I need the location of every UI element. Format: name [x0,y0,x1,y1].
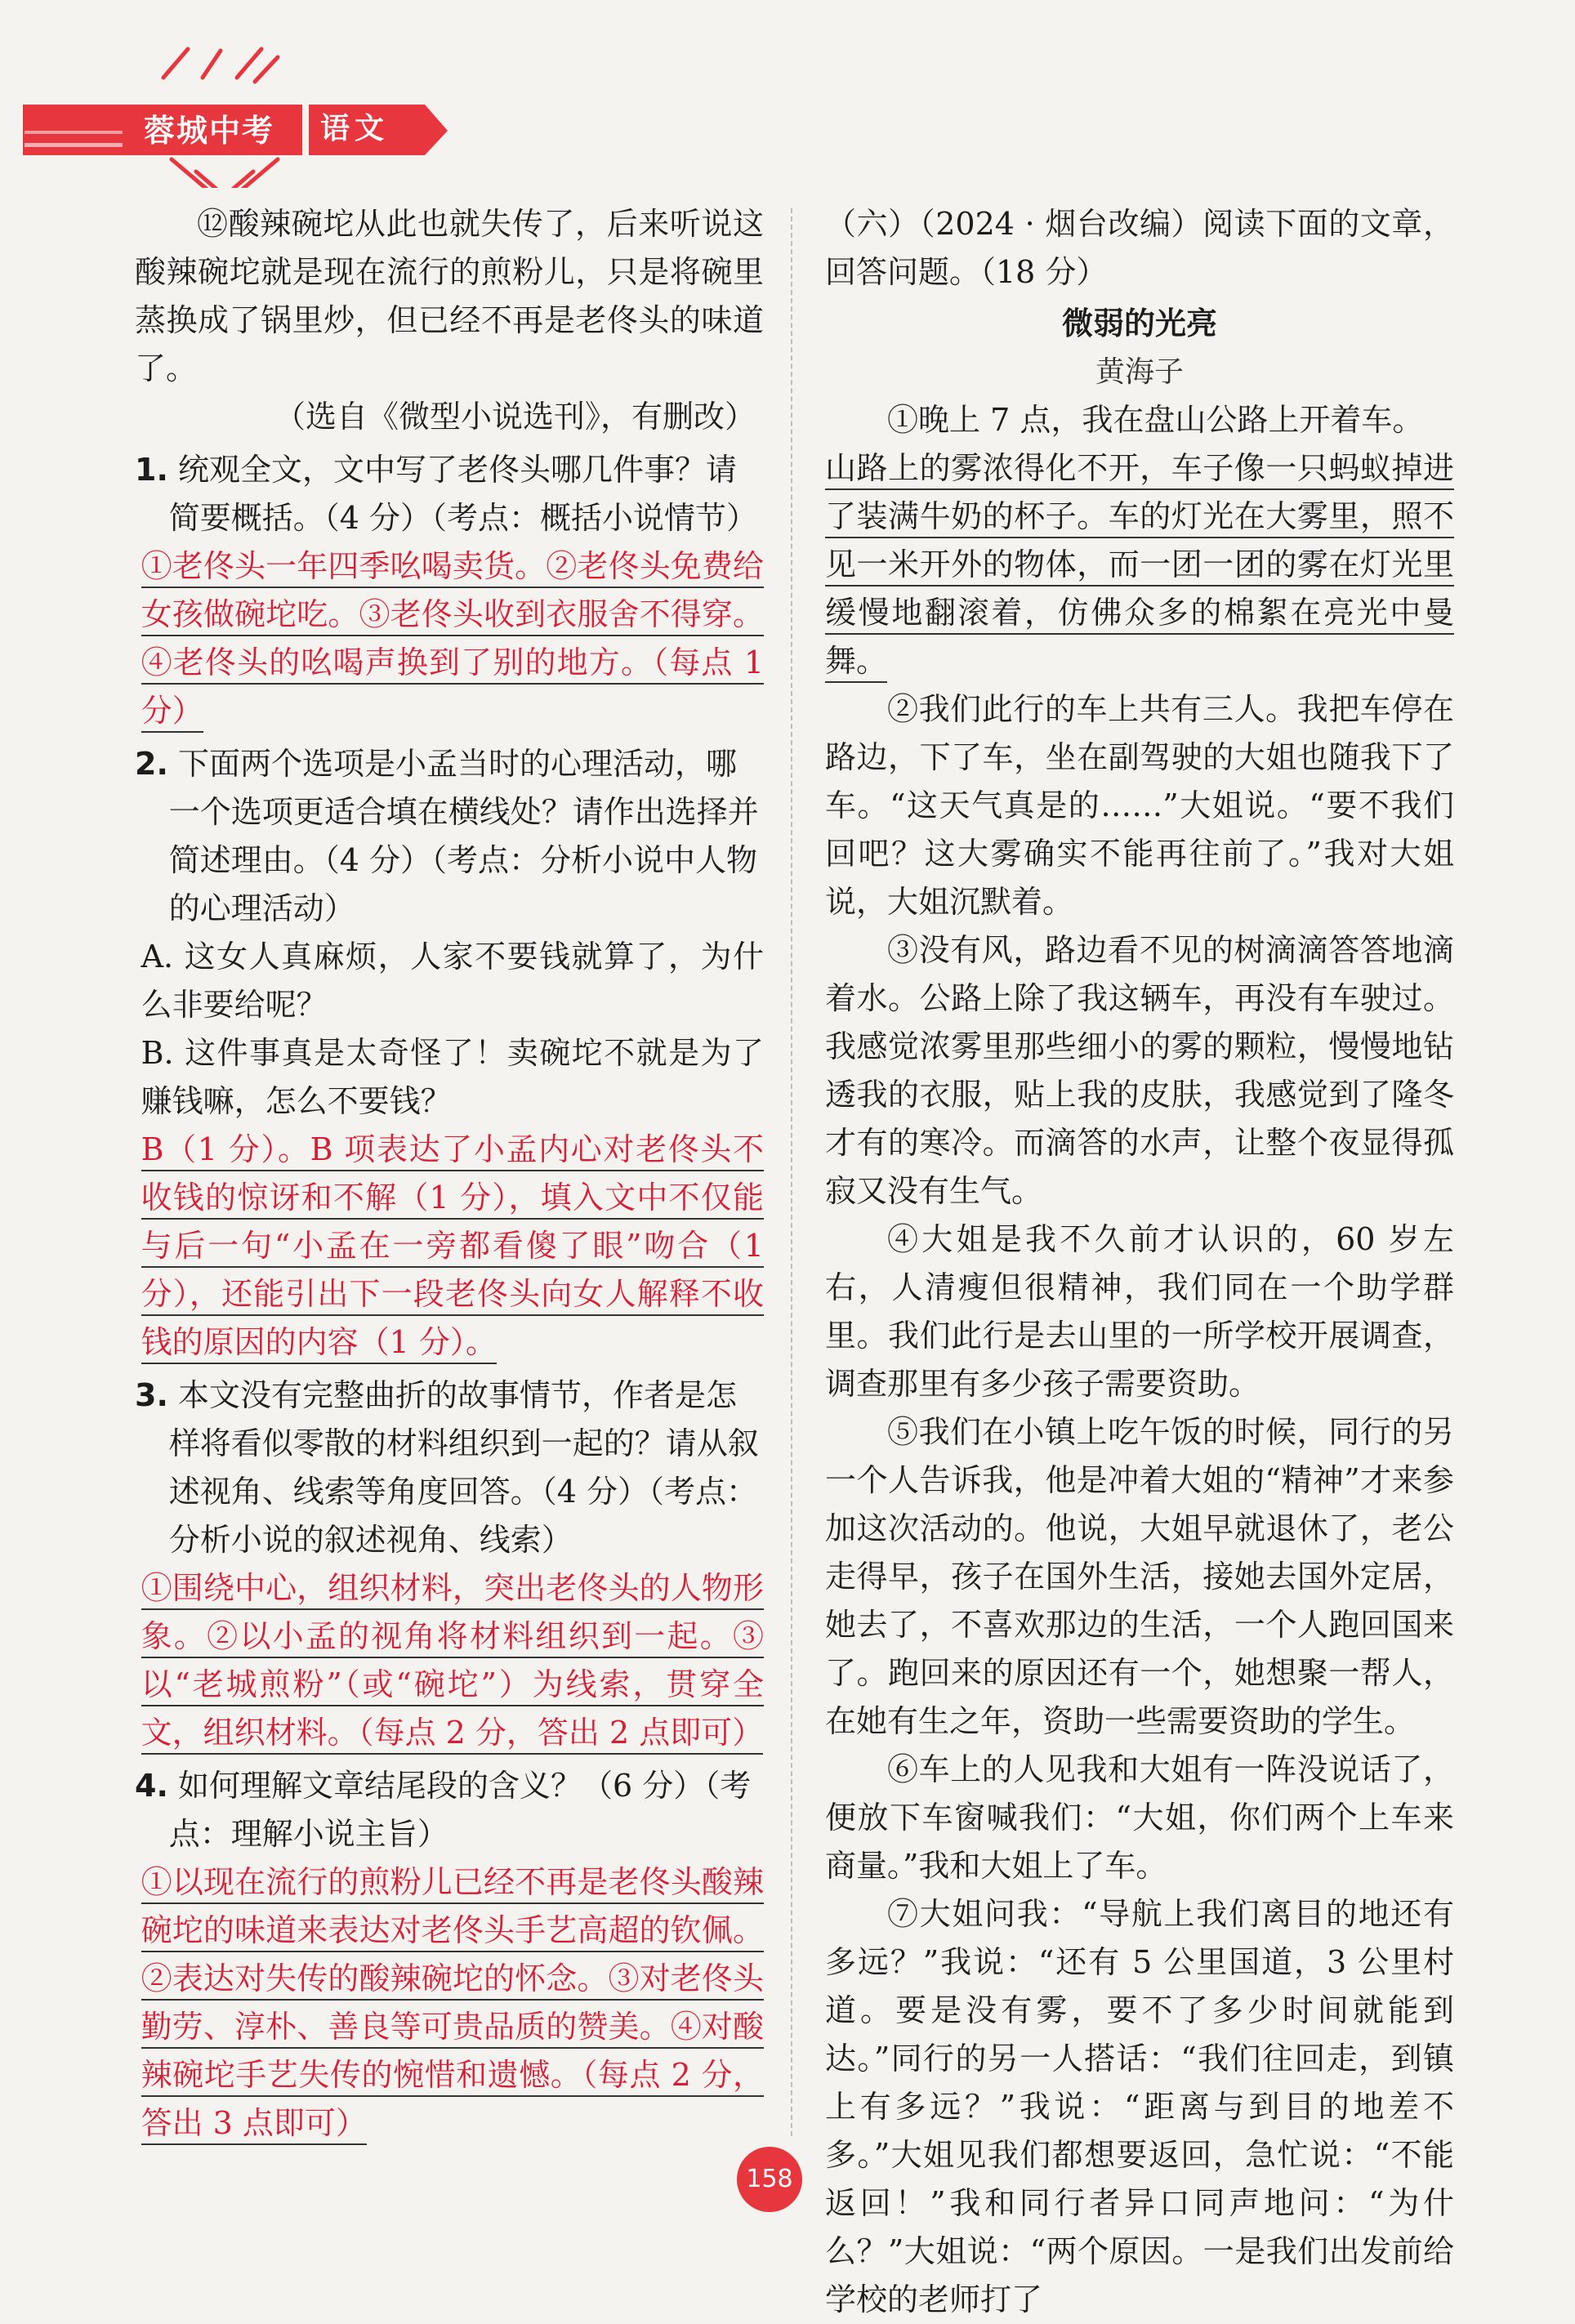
left-column [135,200,764,2148]
paragraph-1-underlined [825,444,1454,685]
question-1 [135,446,764,542]
question-3-answer-text: ①围绕中心，组织材料，突出老佟头的人物形象。②以小孟的视角将材料组织到一起。③以“老城煎粉”（或“碗坨”）为线索，贯穿全文，组织材料。（每点 2 分，答出 2 点即可） [141,1570,764,1755]
paragraph-3: ③没有风，路边看不见的树滴滴答答地滴着水。公路上除了我这辆车，再没有车驶过。我感觉浓雾里那些细小的雾的颗粒，慢慢地钻透我的衣服，贴上我的皮肤，我感觉到了隆冬才有的寒冷。而滴答的水声，让整个夜显得孤寂又没有生气。 [825,932,1454,1209]
paragraph-1-underlined-text: 山路上的雾浓得化不开，车子像一只蚂蚁掉进了装满牛奶的杯子。车的灯光在大雾里，照不见一米开外的物体，而一团一团的雾在灯光里缓慢地翻滚着，仿佛众多的棉絮在亮光中曼舞。 [825,450,1454,683]
question-2-text: 下面两个选项是小孟当时的心理活动，哪一个选项更适合填在横线处？请作出选择并简述理由。（4 分）（考点：分析小说中人物的心理活动） [168,746,759,926]
question-4-answer [135,1858,764,2148]
question-4-answer-text: ①以现在流行的煎粉儿已经不再是老佟头酸辣碗坨的味道来表达对老佟头手艺高超的钦佩。②表达对失传的酸辣碗坨的怀念。③对老佟头勤劳、淳朴、善良等可贵品质的赞美。④对酸辣碗坨手艺失传的惋惜和遗憾。（每点 2 分，答出 3 点即可） [141,1864,764,2145]
question-1-number: 1. [135,452,168,488]
question-2-number: 2. [135,746,168,782]
question-3-answer [135,1564,764,1757]
question-4-number: 4. [135,1768,168,1804]
page-number: 158 [737,2147,802,2212]
question-1-answer [135,542,764,735]
question-2-answer [135,1126,764,1367]
paragraph-4: ④大姐是我不久前才认识的，60 岁左右，人清瘦但很精神，我们同在一个助学群里。我们此行是去山里的一所学校开展调查，调查那里有多少孩子需要资助。 [825,1221,1454,1402]
question-3 [135,1372,764,1564]
question-3-number: 3. [135,1377,168,1413]
question-4-text: 如何理解文章结尾段的含义？（6 分）（考点：理解小说主旨） [168,1768,752,1852]
right-column [825,200,1454,2324]
question-2-answer-text: B（1 分）。B 项表达了小孟内心对老佟头不收钱的惊讶和不解（1 分），填入文中不仅能与后一句“小孟在一旁都看傻了眼”吻合（1 分），还能引出下一段老佟头向女人解释不收钱的原因的内容（1 分）。 [141,1131,764,1364]
question-4 [135,1762,764,1858]
subject-label: 语文 [320,112,390,145]
question-2 [135,740,764,933]
page-header [0,0,1575,204]
paragraph-5: ⑤我们在小镇上吃午饭的时候，同行的另一个人告诉我，他是冲着大姐的“精神”才来参加这次活动的。他说，大姐早就退休了，老公走得早，孩子在国外生活，接她去国外定居，她去了，不喜欢那边的生活，一个人跑回国来了。跑回来的原因还有一个，她想聚一帮人，在她有生之年，资助一些需要资助的学生。 [825,1414,1454,1739]
source-note: （选自《微型小说选刊》，有删改） [274,399,756,435]
paragraph-6: ⑥车上的人见我和大姐有一阵没说话了，便放下车窗喊我们：“大姐，你们两个上车来商量。”我和大姐上了车。 [825,1751,1454,1884]
paragraph-2: ②我们此行的车上共有三人。我把车停在路边，下了车，坐在副驾驶的大姐也随我下了车。“这天气真是的……”大姐说。“要不我们回吧？这大雾确实不能再往前了。”我对大姐说，大姐沉默着。 [825,691,1454,920]
article-title: 微弱的光亮 [1061,306,1217,341]
paragraph-7: ⑦大姐问我：“导航上我们离目的地还有多远？”我说：“还有 5 公里国道，3 公里村道。要是没有雾，要不了多少时间就能到达。”同行的另一人搭话：“我们往回走，到镇上有多远？”我说：“距离与到目的地差不多。”大姐见我们都想要返回，急忙说：“不能返回！”我和同行者异口同声地问：“为什么？”大姐说：“两个原因。一是我们出发前给学校的老师打了 [825,1896,1454,2317]
question-1-answer-text: ①老佟头一年四季吆喝卖货。②老佟头免费给女孩做碗坨吃。③老佟头收到衣服舍不得穿。④老佟头的吆喝声换到了别的地方。（每点 1 分） [141,548,764,733]
question-2-option-b: B. 这件事真是太奇怪了！卖碗坨不就是为了赚钱嘛，怎么不要钱？ [141,1035,764,1119]
question-1-text: 统观全文，文中写了老佟头哪几件事？请简要概括。（4 分）（考点：概括小说情节） [168,452,758,536]
paragraph-1-lead: ①晚上 7 点，我在盘山公路上开着车。 [887,402,1424,438]
column-divider [791,208,792,2136]
question-2-option-a: A. 这女人真麻烦，人家不要钱就算了，为什么非要给呢？ [141,939,764,1023]
brand-logo-graphic [0,0,457,188]
reading-intro: （六）（2024 · 烟台改编）阅读下面的文章，回答问题。（18 分） [825,206,1454,290]
paragraph-12: ⑫酸辣碗坨从此也就失传了，后来听说这酸辣碗坨就是现在流行的煎粉儿，只是将碗里蒸换成了锅里炒，但已经不再是老佟头的味道了。 [135,206,764,386]
brand-title: 蓉城中考 [143,113,274,149]
article-author: 黄海子 [1095,355,1184,389]
question-3-text: 本文没有完整曲折的故事情节，作者是怎样将看似零散的材料组织到一起的？请从叙述视角、线索等角度回答。（4 分）（考点：分析小说的叙述视角、线索） [168,1377,759,1558]
